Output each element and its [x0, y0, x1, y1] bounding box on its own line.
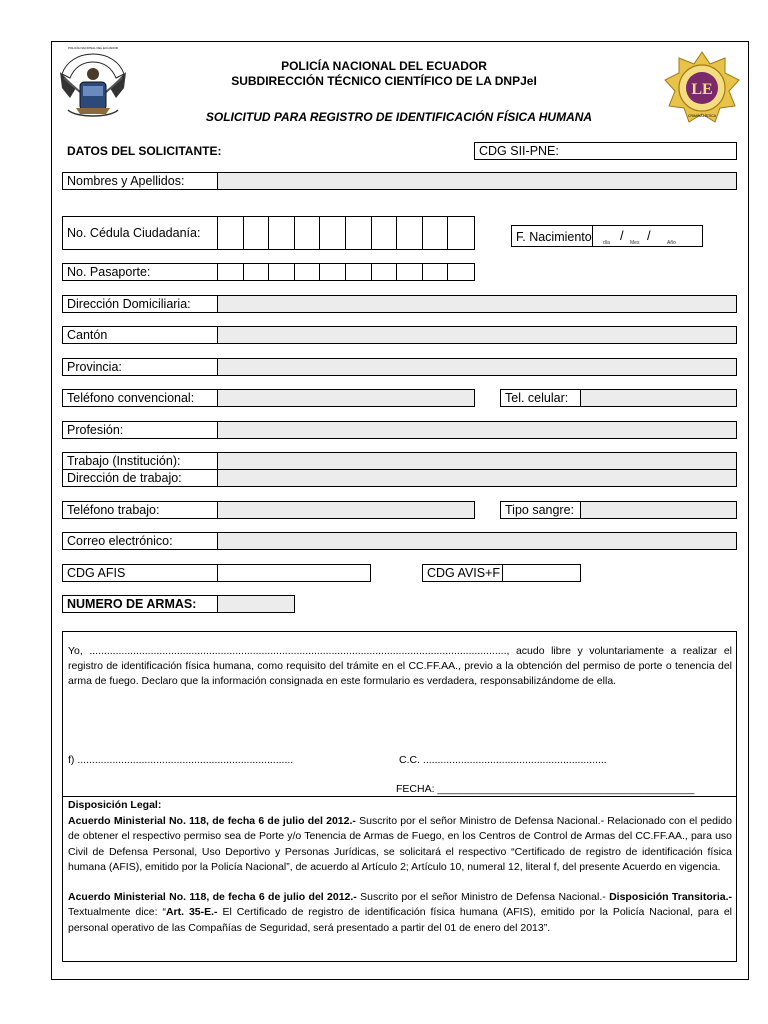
nombres-label: Nombres y Apellidos: [62, 172, 218, 190]
nombres-input[interactable] [217, 172, 737, 190]
profesion-input[interactable] [217, 421, 737, 439]
numero-armas-label: NUMERO DE ARMAS: [62, 595, 218, 613]
pasaporte-label: No. Pasaporte: [62, 263, 218, 281]
legal-paragraph-1: Acuerdo Ministerial No. 118, de fecha 6 de julio del 2012.- Suscrito por el señor Ministro de Defensa Nacional.- Relacionado con el pedido de obtener el respectivo permiso sea de Porte y/o Tenencia de Armas de Fuego, en los Centros de Control de Armas del CC.FF.AA., para uso Civil de Defensa Personal, Uso Deportivo y Personas Jurídicas, se solicitará el respectivo “Certificado de registro de identificación física humana (AFIS), emitido por la Policía Nacional”, de acuerdo al Artículo 2; Artículo 10, numeral 12, literal f, del presente Acuerdo en vigencia. [68, 814, 733, 873]
cdg-sii-field[interactable]: CDG SII-PNE: [474, 142, 737, 160]
cdg-afis-input[interactable] [217, 564, 371, 582]
section-title: DATOS DEL SOLICITANTE: [67, 144, 222, 158]
canton-input[interactable] [217, 326, 737, 344]
trabajo-label: Trabajo (Institución): [62, 452, 218, 470]
nacimiento-label: F. Nacimiento [516, 230, 592, 244]
org-subtitle: SUBDIRECCIÓN TÉCNICO CIENTÍFICO DE LA DNPJeI [231, 74, 537, 88]
numero-armas-input[interactable] [217, 595, 295, 613]
pasaporte-input[interactable] [217, 263, 475, 281]
cc-line[interactable]: C.C. ............................................................... [399, 754, 607, 766]
nacimiento-date-input[interactable] [592, 225, 703, 247]
cedula-label: No. Cédula Ciudadanía: [62, 216, 218, 250]
cedula-input[interactable] [217, 216, 475, 250]
canton-label: Cantón [62, 326, 218, 344]
anio-hint: Año [667, 240, 676, 246]
direccion-label: Dirección Domiciliaria: [62, 295, 218, 313]
badge-caption: CRIMINALÍSTICA [687, 114, 716, 118]
declaration-text: Yo, ..............................................................................................................................................., acudo libre y voluntariamente a realizar el registro de identificación física humana, como requisito del trámite en el CC.FF.AA., previo a la obtención del permiso de porte o tenencia del arma de fuego. Declaro que la información consignada en este formulario es verdadera, responsabilizándome de ella. [68, 645, 732, 687]
legal-paragraph-2: Acuerdo Ministerial No. 118, de fecha 6 de julio del 2012.- Suscrito por el señor Ministro de Defensa Nacional.- Disposición Transitoria.- Textualmente dice: “Art. 35-E.- El Certificado de registro de identificación física humana (AFIS), emitido por la Policía Nacional, para el personal operativo de las Compañías de Seguridad, será presentado a partir del 01 de enero del 2013”. [68, 890, 733, 934]
tipo-sangre-label: Tipo sangre: [500, 501, 581, 519]
divider [63, 796, 736, 797]
declaration-box [62, 631, 737, 962]
provincia-label: Provincia: [62, 358, 218, 376]
cdg-avis-input[interactable] [502, 564, 581, 582]
date-separator: / [647, 228, 651, 243]
tel-conv-label: Teléfono convencional: [62, 389, 218, 407]
tel-cel-input[interactable] [580, 389, 737, 407]
tel-conv-input[interactable] [217, 389, 475, 407]
form-title: SOLICITUD PARA REGISTRO DE IDENTIFICACIÓN FÍSICA HUMANA [205, 110, 593, 124]
svg-text:LE: LE [691, 81, 713, 98]
cdg-afis-label: CDG AFIS [62, 564, 218, 582]
dir-trabajo-label: Dirección de trabajo: [62, 469, 218, 487]
fecha-line[interactable]: FECHA: ____________________________________________ [396, 783, 695, 795]
firma-line[interactable]: f) .......................................................................... [68, 754, 294, 766]
provincia-input[interactable] [217, 358, 737, 376]
dia-hint: día [603, 240, 610, 246]
profesion-label: Profesión: [62, 421, 218, 439]
trabajo-input[interactable] [217, 452, 737, 470]
tel-cel-label: Tel. celular: [500, 389, 581, 407]
legal-section [68, 798, 732, 936]
legal-title: Disposición Legal: [68, 799, 162, 811]
tel-trabajo-label: Teléfono trabajo: [62, 501, 218, 519]
date-separator: / [620, 228, 624, 243]
tel-trabajo-input[interactable] [217, 501, 475, 519]
correo-input[interactable] [217, 532, 737, 550]
tipo-sangre-input[interactable] [580, 501, 737, 519]
org-title: POLICÍA NACIONAL DEL ECUADOR [281, 59, 487, 73]
cdg-avis-label: CDG AVIS+F [422, 564, 503, 582]
mes-hint: Mes [630, 240, 640, 246]
dir-trabajo-input[interactable] [217, 469, 737, 487]
correo-label: Correo electrónico: [62, 532, 218, 550]
direccion-input[interactable] [217, 295, 737, 313]
emblem-caption: POLICÍA NACIONAL DEL ECUADOR [67, 46, 119, 50]
